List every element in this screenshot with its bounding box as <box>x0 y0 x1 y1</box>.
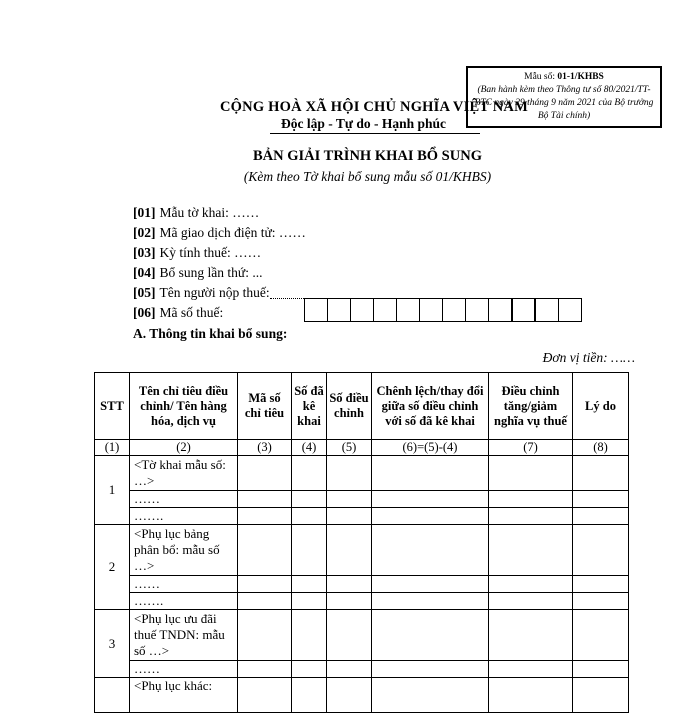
field-transaction-code: [02] Mã giao dịch điện tử: …… <box>133 225 306 240</box>
table-header-row: STT Tên chỉ tiêu điều chỉnh/ Tên hàng hóa, dịch vụ Mã số chỉ tiêu Số đã kê khai Số điều chỉnh Chênh lệch/thay đổi giữa số điều chỉnh với số đã kê khai Điều chỉnh tăng/giảm nghĩa vụ thuế Lý do <box>95 373 629 440</box>
section-a-heading: A. Thông tin khai bổ sung: <box>133 326 288 341</box>
field-supplement-number: [04] Bổ sung lần thứ: ... <box>133 265 263 280</box>
motto: Độc lập - Tự do - Hạnh phúc <box>270 116 480 134</box>
table-row: …… <box>95 576 629 593</box>
field-tax-code: [06] Mã số thuế: <box>133 305 224 320</box>
field-form-type: [01] Mẫu tờ khai: …… <box>133 205 260 220</box>
page-subtitle: (Kèm theo Tờ khai bổ sung mẫu số 01/KHBS) <box>243 169 492 184</box>
field-tax-period: [03] Kỳ tính thuế: …… <box>133 245 262 260</box>
taxpayer-name-dotline <box>270 285 466 299</box>
table-index-row: (1) (2) (3) (4) (5) (6)=(5)-(4) (7) (8) <box>95 440 629 456</box>
form-code: Mẫu số: 01-1/KHBS <box>524 72 604 82</box>
form-note: (Ban hành kèm theo Thông tư số 80/2021/TT-BTC ngày 29 tháng 9 năm 2021 của Bộ trưởng Bộ Tài chính) <box>474 85 654 121</box>
field-taxpayer-name: [05] Tên người nộp thuế: <box>133 283 466 303</box>
tax-code-boxes-branch <box>512 298 582 322</box>
nation-heading: CỘNG HOÀ XÃ HỘI CHỦ NGHĨA VIỆT NAM <box>220 99 528 115</box>
tax-code-boxes-main <box>304 298 535 322</box>
table-row: ……. <box>95 593 629 610</box>
currency-unit: Đơn vị tiền: …… <box>542 350 635 365</box>
table-row: 3 <Phụ lục ưu đãi thuế TNDN: mẫu số …> <box>95 610 629 661</box>
table-row: <Phụ lục khác: <box>95 678 629 713</box>
table-row: 2 <Phụ lục bảng phân bổ: mẫu số …> <box>95 525 629 576</box>
table-row: ……. <box>95 508 629 525</box>
table-row: 1 <Tờ khai mẫu số: …> <box>95 456 629 491</box>
table-row: …… <box>95 661 629 678</box>
page-title: BẢN GIẢI TRÌNH KHAI BỔ SUNG <box>253 148 482 164</box>
supplement-table <box>94 372 629 713</box>
form-code-box <box>466 66 662 128</box>
table-row: …… <box>95 491 629 508</box>
